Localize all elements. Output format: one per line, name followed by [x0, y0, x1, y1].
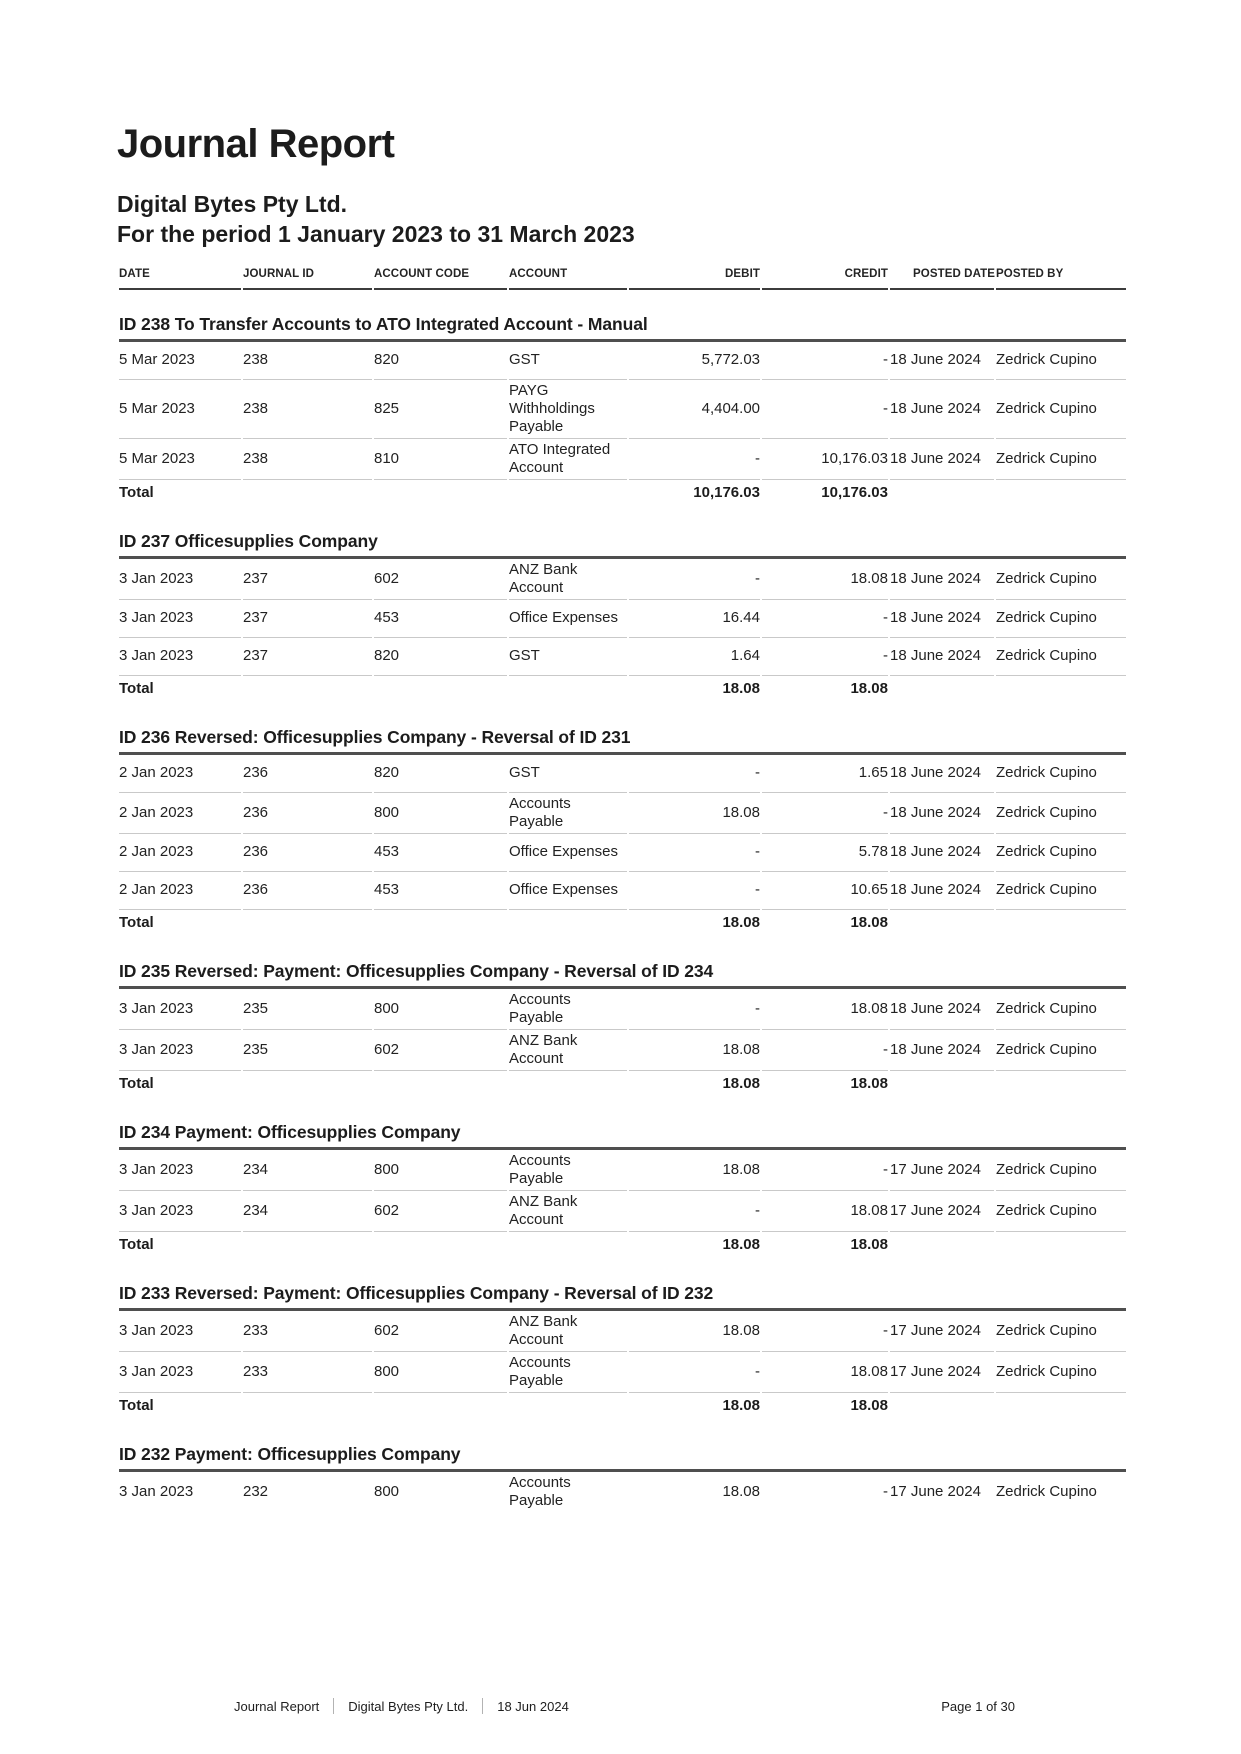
cell-account-code: 810: [374, 439, 507, 480]
cell-credit: 1.65: [762, 755, 888, 793]
cell-credit: -: [762, 1150, 888, 1191]
cell-debit: -: [629, 872, 760, 910]
section-total-row: [119, 910, 1126, 937]
total-spacer: [890, 910, 1126, 937]
total-credit: 18.08: [850, 679, 888, 697]
section-row: [119, 290, 1126, 342]
section-row: [119, 1420, 1126, 1472]
journal-row: [119, 439, 1126, 480]
total-label: Total: [119, 913, 154, 931]
cell-date: 5 Mar 2023: [119, 439, 241, 480]
column-header-account-code: ACCOUNT CODE: [374, 264, 507, 290]
total-credit: 18.08: [850, 913, 888, 931]
cell-account: GST: [509, 638, 627, 676]
cell-credit: -: [762, 638, 888, 676]
cell-posted-date: 17 June 2024: [890, 1191, 994, 1232]
cell-posted-by: Zedrick Cupino: [996, 1150, 1126, 1191]
total-debit: 18.08: [722, 679, 760, 697]
total-spacer: [890, 480, 1126, 507]
cell-account-code: 800: [374, 1352, 507, 1393]
cell-journal-id: 238: [243, 342, 372, 380]
cell-date: 3 Jan 2023: [119, 1150, 241, 1191]
cell-posted-by: Zedrick Cupino: [996, 1030, 1126, 1071]
section-row: [119, 507, 1126, 559]
journal-table: [117, 264, 1128, 1512]
cell-date: 2 Jan 2023: [119, 872, 241, 910]
journal-row: [119, 755, 1126, 793]
cell-posted-by: Zedrick Cupino: [996, 559, 1126, 600]
journal-row: [119, 559, 1126, 600]
cell-date: 3 Jan 2023: [119, 559, 241, 600]
journal-row: [119, 1352, 1126, 1393]
cell-account-code: 820: [374, 638, 507, 676]
cell-debit: 18.08: [629, 1030, 760, 1071]
total-credit: 10,176.03: [821, 483, 888, 501]
cell-account: Accounts Payable: [509, 793, 627, 834]
footer-page-number: Page 1 of 30: [941, 1698, 1015, 1714]
footer-divider: [482, 1698, 483, 1714]
cell-posted-by: Zedrick Cupino: [996, 834, 1126, 872]
cell-credit: -: [762, 342, 888, 380]
cell-date: 2 Jan 2023: [119, 755, 241, 793]
cell-posted-date: 17 June 2024: [890, 1150, 994, 1191]
section-total-row: [119, 1071, 1126, 1098]
cell-account-code: 825: [374, 380, 507, 439]
cell-debit: 4,404.00: [629, 380, 760, 439]
cell-account-code: 800: [374, 1150, 507, 1191]
cell-journal-id: 238: [243, 439, 372, 480]
cell-account: Accounts Payable: [509, 1352, 627, 1393]
cell-account: Accounts Payable: [509, 989, 627, 1030]
cell-posted-date: 17 June 2024: [890, 1352, 994, 1393]
section-row: [119, 1098, 1126, 1150]
section-row: [119, 703, 1126, 755]
cell-journal-id: 236: [243, 755, 372, 793]
cell-account-code: 820: [374, 342, 507, 380]
cell-credit: -: [762, 380, 888, 439]
cell-account: GST: [509, 342, 627, 380]
cell-account-code: 820: [374, 755, 507, 793]
cell-journal-id: 235: [243, 989, 372, 1030]
journal-row: [119, 1311, 1126, 1352]
cell-debit: -: [629, 755, 760, 793]
cell-date: 2 Jan 2023: [119, 793, 241, 834]
journal-row: [119, 834, 1126, 872]
column-header-credit: CREDIT: [762, 264, 888, 290]
section-heading: ID 234 Payment: Officesupplies Company: [119, 1098, 1126, 1150]
cell-posted-by: Zedrick Cupino: [996, 1352, 1126, 1393]
cell-posted-date: 18 June 2024: [890, 755, 994, 793]
cell-journal-id: 237: [243, 600, 372, 638]
column-header-posted-by: POSTED BY: [996, 264, 1126, 290]
cell-credit: -: [762, 1030, 888, 1071]
section-heading: ID 232 Payment: Officesupplies Company: [119, 1420, 1126, 1472]
cell-posted-date: 18 June 2024: [890, 1030, 994, 1071]
cell-debit: 18.08: [629, 1150, 760, 1191]
cell-journal-id: 232: [243, 1482, 269, 1500]
cell-credit: 5.78: [762, 834, 888, 872]
cell-date: 3 Jan 2023: [119, 1030, 241, 1071]
cell-journal-id: 236: [243, 872, 372, 910]
total-label: Total: [119, 1235, 154, 1253]
page-footer: [234, 1698, 1015, 1714]
cell-debit: -: [629, 989, 760, 1030]
total-label: Total: [119, 1074, 154, 1092]
column-header-date: DATE: [119, 264, 241, 290]
cell-posted-date: 18 June 2024: [890, 439, 994, 480]
total-debit: 10,176.03: [693, 483, 760, 501]
cell-account: Office Expenses: [509, 600, 627, 638]
cell-journal-id: 236: [243, 793, 372, 834]
cell-account-code: 602: [374, 1030, 507, 1071]
cell-posted-by: Zedrick Cupino: [996, 638, 1126, 676]
cell-date: 3 Jan 2023: [119, 1482, 194, 1500]
section-total-row: [119, 1393, 1126, 1420]
cell-posted-by: Zedrick Cupino: [996, 380, 1126, 439]
cell-posted-date: 18 June 2024: [890, 989, 994, 1030]
journal-row: [119, 1472, 1126, 1512]
cell-account: ATO Integrated Account: [509, 439, 627, 480]
journal-row: [119, 1150, 1126, 1191]
table-header-row: [119, 264, 1126, 290]
footer-divider: [333, 1698, 334, 1714]
cell-journal-id: 236: [243, 834, 372, 872]
cell-debit: -: [629, 834, 760, 872]
cell-debit: -: [629, 439, 760, 480]
cell-journal-id: 237: [243, 638, 372, 676]
cell-journal-id: 233: [243, 1311, 372, 1352]
total-debit: 18.08: [722, 1396, 760, 1414]
cell-posted-by: Zedrick Cupino: [996, 872, 1126, 910]
cell-journal-id: 238: [243, 380, 372, 439]
cell-posted-date: 18 June 2024: [890, 793, 994, 834]
footer-company-name: Digital Bytes Pty Ltd.: [348, 1698, 469, 1714]
cell-account: ANZ Bank Account: [509, 1311, 627, 1352]
journal-row: [119, 638, 1126, 676]
cell-account-code: 453: [374, 600, 507, 638]
journal-report-page: [117, 0, 1128, 1754]
cell-posted-by: Zedrick Cupino: [996, 1482, 1097, 1500]
cell-account: Accounts Payable: [509, 1150, 627, 1191]
journal-row: [119, 793, 1126, 834]
cell-posted-date: 18 June 2024: [890, 380, 994, 439]
total-label: Total: [119, 483, 154, 501]
cell-posted-date: 18 June 2024: [890, 638, 994, 676]
cell-credit: 18.08: [762, 559, 888, 600]
section-heading: ID 235 Reversed: Payment: Officesupplies Company - Reversal of ID 234: [119, 937, 1126, 989]
cell-debit: -: [629, 1352, 760, 1393]
cell-credit: 10.65: [762, 872, 888, 910]
total-credit: 18.08: [850, 1074, 888, 1092]
company-name: Digital Bytes Pty Ltd.: [117, 191, 348, 217]
cell-account: ANZ Bank Account: [509, 1191, 627, 1232]
cell-journal-id: 233: [243, 1352, 372, 1393]
cell-posted-by: Zedrick Cupino: [996, 342, 1126, 380]
cell-account-code: 453: [374, 834, 507, 872]
cell-posted-by: Zedrick Cupino: [996, 600, 1126, 638]
cell-date: 2 Jan 2023: [119, 834, 241, 872]
cell-account-code: 453: [374, 872, 507, 910]
journal-row: [119, 872, 1126, 910]
cell-account-code: 602: [374, 1191, 507, 1232]
cell-debit: 18.08: [629, 793, 760, 834]
cell-date: 3 Jan 2023: [119, 989, 241, 1030]
total-debit: 18.08: [722, 1235, 760, 1253]
cell-credit: 18.08: [762, 1352, 888, 1393]
cell-credit: -: [762, 600, 888, 638]
cell-date: 5 Mar 2023: [119, 380, 241, 439]
section-row: [119, 937, 1126, 989]
cell-account-code: 800: [374, 989, 507, 1030]
cell-debit: 16.44: [629, 600, 760, 638]
page-title: Journal Report: [117, 122, 395, 166]
cell-credit: 10,176.03: [762, 439, 888, 480]
cell-account: Accounts Payable: [509, 1473, 571, 1509]
cell-posted-date: 18 June 2024: [890, 559, 994, 600]
cell-account: PAYG Withholdings Payable: [509, 380, 627, 439]
total-debit: 18.08: [722, 913, 760, 931]
total-debit: 18.08: [722, 1074, 760, 1092]
cell-journal-id: 235: [243, 1030, 372, 1071]
journal-row: [119, 989, 1126, 1030]
cell-date: 3 Jan 2023: [119, 1352, 241, 1393]
cell-credit: 18.08: [762, 989, 888, 1030]
total-label: Total: [119, 679, 154, 697]
column-header-journal-id: JOURNAL ID: [243, 264, 372, 290]
cell-debit: 1.64: [629, 638, 760, 676]
cell-date: 5 Mar 2023: [119, 342, 241, 380]
cell-account: GST: [509, 755, 627, 793]
section-row: [119, 1259, 1126, 1311]
cell-account: ANZ Bank Account: [509, 559, 627, 600]
cell-account-code: 602: [374, 1311, 507, 1352]
cell-debit: 18.08: [722, 1482, 760, 1500]
cell-credit: 18.08: [762, 1191, 888, 1232]
cell-posted-by: Zedrick Cupino: [996, 989, 1126, 1030]
cell-account: Office Expenses: [509, 872, 627, 910]
section-total-row: [119, 676, 1126, 703]
section-heading: ID 238 To Transfer Accounts to ATO Integrated Account - Manual: [119, 290, 1126, 342]
cell-account-code: 800: [374, 793, 507, 834]
journal-row: [119, 600, 1126, 638]
section-heading: ID 233 Reversed: Payment: Officesupplies Company - Reversal of ID 232: [119, 1259, 1126, 1311]
cell-debit: -: [629, 1191, 760, 1232]
cell-date: 3 Jan 2023: [119, 1191, 241, 1232]
journal-row: [119, 380, 1126, 439]
cell-debit: 18.08: [629, 1311, 760, 1352]
total-label: Total: [119, 1396, 154, 1414]
report-period: For the period 1 January 2023 to 31 March 2023: [117, 221, 635, 248]
cell-posted-date: 17 June 2024: [890, 1482, 981, 1500]
total-spacer: [890, 1071, 1126, 1098]
cell-date: 3 Jan 2023: [119, 1311, 241, 1352]
cell-credit: -: [762, 793, 888, 834]
cell-date: 3 Jan 2023: [119, 600, 241, 638]
footer-date: 18 Jun 2024: [497, 1698, 569, 1714]
cell-debit: -: [629, 559, 760, 600]
cell-date: 3 Jan 2023: [119, 638, 241, 676]
journal-row: [119, 1191, 1126, 1232]
cell-credit: -: [883, 1482, 888, 1500]
cell-posted-date: 18 June 2024: [890, 342, 994, 380]
column-header-debit: DEBIT: [629, 264, 760, 290]
cell-account: Office Expenses: [509, 834, 627, 872]
cell-posted-date: 18 June 2024: [890, 600, 994, 638]
total-credit: 18.08: [850, 1235, 888, 1253]
cell-posted-by: Zedrick Cupino: [996, 793, 1126, 834]
footer-left: [234, 1698, 569, 1714]
cell-account: ANZ Bank Account: [509, 1030, 627, 1071]
total-spacer: [890, 1393, 1126, 1420]
cell-journal-id: 234: [243, 1191, 372, 1232]
section-total-row: [119, 480, 1126, 507]
cell-account-code: 602: [374, 559, 507, 600]
cell-journal-id: 237: [243, 559, 372, 600]
cell-posted-date: 18 June 2024: [890, 834, 994, 872]
cell-posted-by: Zedrick Cupino: [996, 755, 1126, 793]
column-header-account: ACCOUNT: [509, 264, 627, 290]
column-header-posted-date: POSTED DATE: [890, 264, 994, 290]
cell-debit: 5,772.03: [629, 342, 760, 380]
cell-posted-by: Zedrick Cupino: [996, 1191, 1126, 1232]
total-credit: 18.08: [850, 1396, 888, 1414]
section-total-row: [119, 1232, 1126, 1259]
cell-posted-by: Zedrick Cupino: [996, 439, 1126, 480]
cell-account-code: 800: [374, 1482, 400, 1500]
journal-row: [119, 1030, 1126, 1071]
footer-report-name: Journal Report: [234, 1698, 320, 1714]
section-heading: ID 237 Officesupplies Company: [119, 507, 1126, 559]
journal-row: [119, 342, 1126, 380]
cell-posted-date: 17 June 2024: [890, 1311, 994, 1352]
cell-journal-id: 234: [243, 1150, 372, 1191]
total-spacer: [890, 1232, 1126, 1259]
cell-posted-date: 18 June 2024: [890, 872, 994, 910]
table-header: [119, 264, 1126, 290]
total-spacer: [890, 676, 1126, 703]
cell-credit: -: [762, 1311, 888, 1352]
section-heading: ID 236 Reversed: Officesupplies Company - Reversal of ID 231: [119, 703, 1126, 755]
cell-posted-by: Zedrick Cupino: [996, 1311, 1126, 1352]
